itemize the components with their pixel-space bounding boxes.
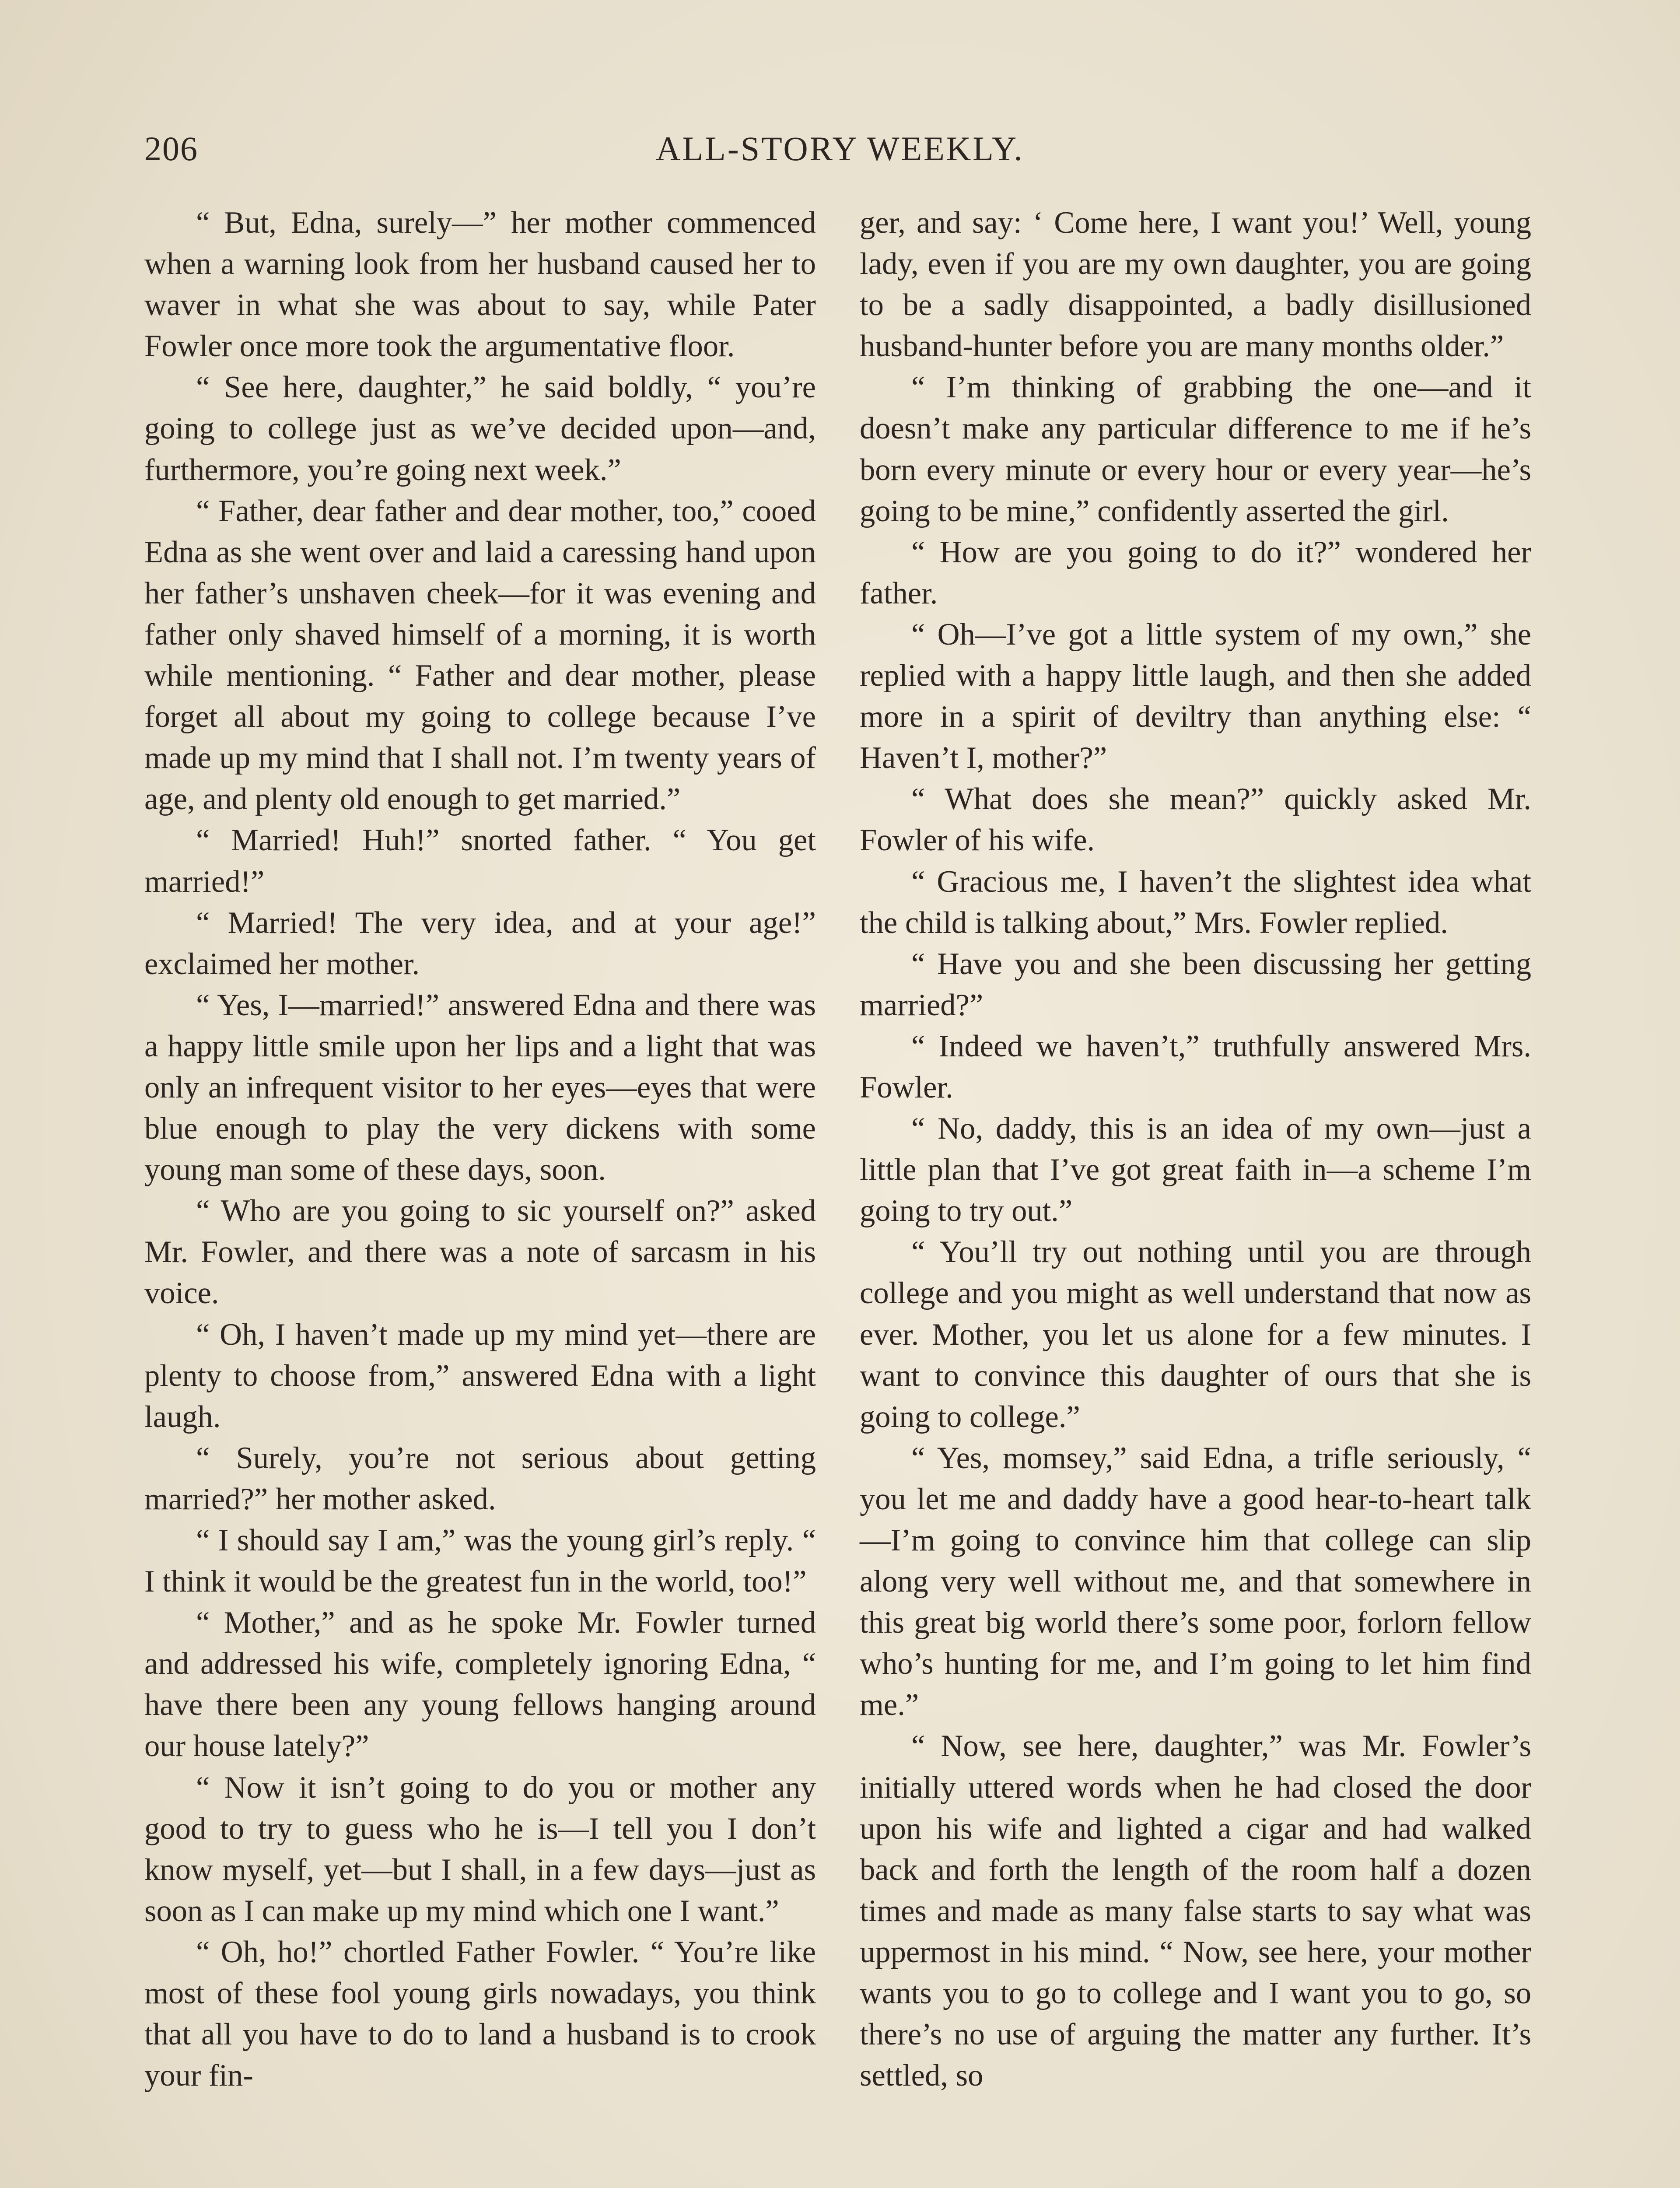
page-number: 206	[144, 130, 198, 168]
paragraph: “ Gracious me, I haven’t the slightest idea what the child is talking about,” Mrs. Fowler replied.	[860, 864, 1531, 940]
running-head: ALL-STORY WEEKLY.	[656, 130, 1024, 168]
paragraph: “ I’m thinking of grabbing the one—and it doesn’t make any particular difference to me if he’s born every minute or every hour or every year—he’s going to be mine,” confidently asserted the girl.	[860, 370, 1531, 528]
paragraph: “ But, Edna, surely—” her mother commenced when a warning look from her husband caused her to waver in what she was about to say, while Pater Fowler once more took the argumentative floor.	[144, 206, 816, 364]
paragraph: “ How are you going to do it?” wondered her father.	[860, 535, 1531, 610]
right-column	[860, 202, 1531, 2188]
paragraph: “ No, daddy, this is an idea of my own—just a little plan that I’ve got great faith in—a scheme I’m going to try out.”	[860, 1112, 1531, 1228]
paragraph-continued: ger, and say: ‘ Come here, I want you!’ Well, young lady, even if you are my own daughter, you are going to be a sadly disappointed, a badly disillusioned husband-hunter before you are many months older.”	[860, 206, 1531, 364]
paragraph: “ Married! Huh!” snorted father. “ You get married!”	[144, 823, 816, 899]
paragraph: “ Yes, momsey,” said Edna, a trifle seriously, “ you let me and daddy have a good hear-to-heart talk—I’m going to convince him that college can slip along very well without me, and that somewhere in this great big world there’s some poor, forlorn fellow who’s hunting for me, and I’m going to let him find me.”	[860, 1441, 1531, 1722]
paragraph: “ Have you and she been discussing her getting married?”	[860, 947, 1531, 1022]
paragraph: “ Oh—I’ve got a little system of my own,” she replied with a happy little laugh, and then she added more in a spirit of deviltry than anything else: “ Haven’t I, mother?”	[860, 617, 1531, 775]
paragraph: “ Yes, I—married!” answered Edna and there was a happy little smile upon her lips and a light that was only an infrequent visitor to her eyes—eyes that were blue enough to play the very dickens with some young man some of these days, soon.	[144, 988, 816, 1187]
paragraph: “ Oh, I haven’t made up my mind yet—there are plenty to choose from,” answered Edna with a light laugh.	[144, 1317, 816, 1434]
paragraph: “ See here, daughter,” he said boldly, “ you’re going to college just as we’ve decided upon—and, furthermore, you’re going next week.”	[144, 370, 816, 487]
paragraph: “ I should say I am,” was the young girl’s reply. “ I think it would be the greatest fun in the world, too!”	[144, 1523, 816, 1599]
paragraph: “ Oh, ho!” chortled Father Fowler. “ You’re like most of these fool young girls nowadays, you think that all you have to do to land a husband is to crook your fin-	[144, 1935, 816, 2093]
paragraph: “ Mother,” and as he spoke Mr. Fowler turned and addressed his wife, completely ignoring Edna, “ have there been any young fellows hanging around our house lately?”	[144, 1606, 816, 1764]
text-columns	[144, 202, 1531, 2188]
paragraph: “ Indeed we haven’t,” truthfully answered Mrs. Fowler.	[860, 1029, 1531, 1105]
page-header	[144, 129, 1536, 182]
paragraph: “ Now it isn’t going to do you or mother any good to try to guess who he is—I tell you I don’t know myself, yet—but I shall, in a few days—just as soon as I can make up my mind which one I want.”	[144, 1770, 816, 1928]
left-column	[144, 202, 816, 2188]
paragraph: “ Father, dear father and dear mother, too,” cooed Edna as she went over and laid a caressing hand upon her father’s unshaven cheek—for it was evening and father only shaved himself of a morning, it is worth while mentioning. “ Father and dear mother, please forget all about my going to college because I’ve made up my mind that I shall not. I’m twenty years of age, and plenty old enough to get married.”	[144, 494, 816, 817]
paragraph: “ Who are you going to sic yourself on?” asked Mr. Fowler, and there was a note of sarcasm in his voice.	[144, 1194, 816, 1311]
paragraph: “ What does she mean?” quickly asked Mr. Fowler of his wife.	[860, 782, 1531, 858]
paragraph: “ Married! The very idea, and at your age!” exclaimed her mother.	[144, 905, 816, 981]
paragraph: “ You’ll try out nothing until you are through college and you might as well understand that now as ever. Mother, you let us alone for a few minutes. I want to convince this daughter of ours that she is going to college.”	[860, 1235, 1531, 1434]
paragraph: “ Surely, you’re not serious about getting married?” her mother asked.	[144, 1441, 816, 1516]
paragraph: “ Now, see here, daughter,” was Mr. Fowler’s initially uttered words when he had closed the door upon his wife and lighted a cigar and had walked back and forth the length of the room half a dozen times and made as many false starts to say what was uppermost in his mind. “ Now, see here, your mother wants you to go to college and I want you to go, so there’s no use of arguing the matter any further. It’s settled, so	[860, 1729, 1531, 2093]
